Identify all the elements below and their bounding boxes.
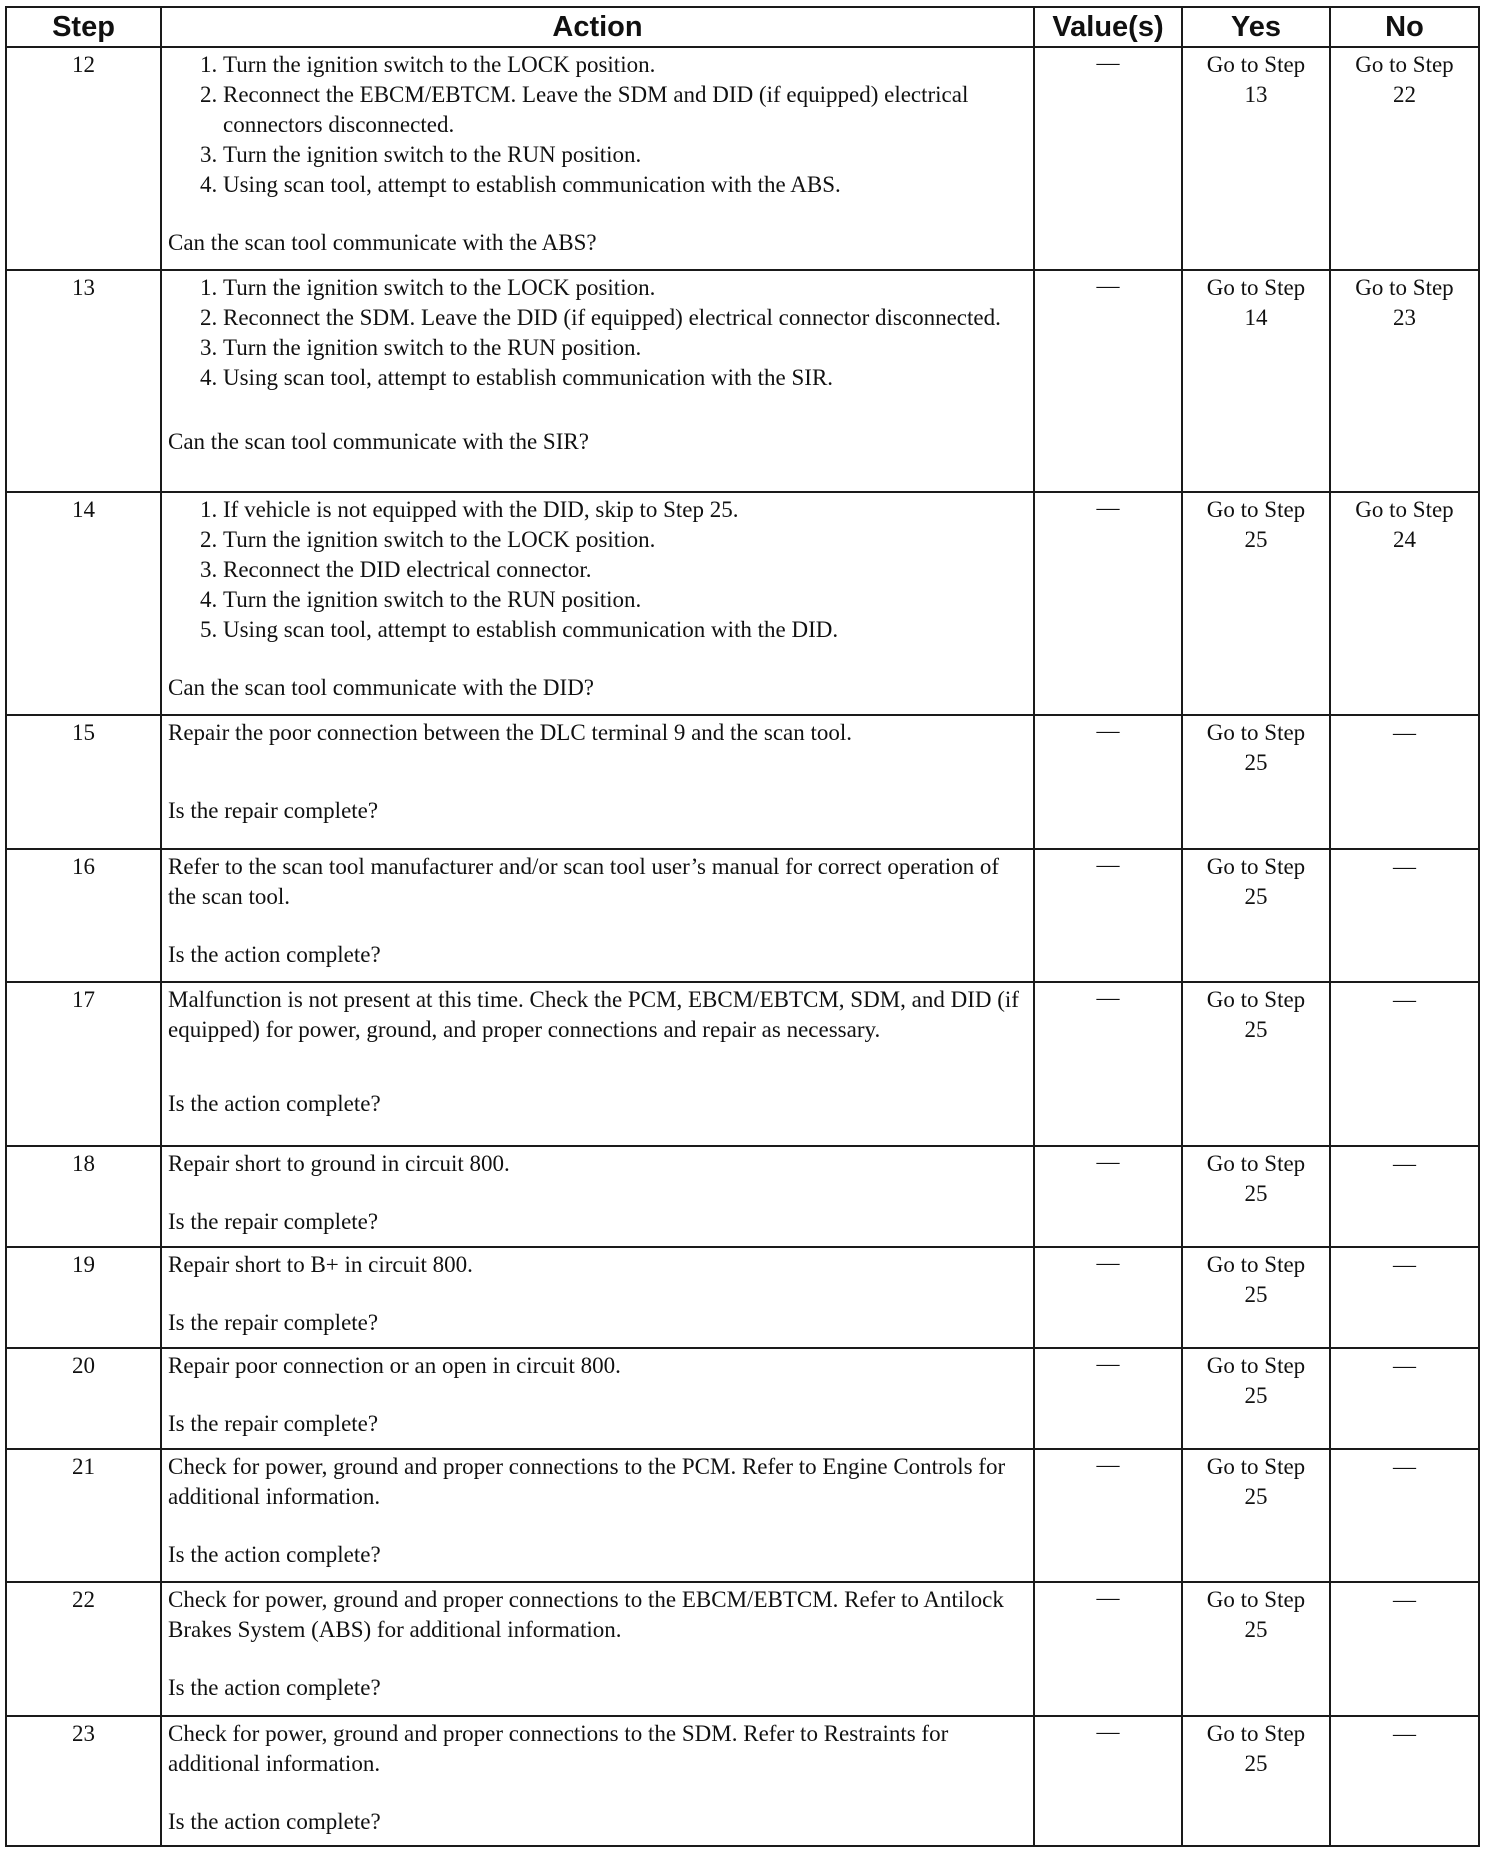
no-goto-text: —: [1393, 720, 1416, 746]
no-goto-text: —: [1393, 1151, 1416, 1177]
spacer: [168, 645, 1027, 673]
no-cell: [1330, 849, 1479, 983]
table-row: [6, 492, 1479, 715]
yes-cell: [1182, 1582, 1330, 1716]
table-row: [6, 1449, 1479, 1583]
yes-goto-text: 25: [1244, 1617, 1268, 1643]
action-cell: [161, 1247, 1034, 1348]
yes-goto-text: Go to Step: [1206, 1720, 1306, 1746]
action-text: Repair short to ground in circuit 800.: [168, 1151, 510, 1177]
yes-goto-text: Go to Step: [1206, 720, 1306, 746]
value-cell: —: [1034, 1582, 1182, 1716]
spacer: [168, 1179, 1027, 1207]
action-cell: [161, 1582, 1034, 1716]
step-number: 19: [6, 1247, 161, 1348]
action-step-item: 3. Turn the ignition switch to the RUN position.: [223, 333, 1027, 363]
spacer: [168, 912, 1027, 940]
action-cell: [161, 492, 1034, 715]
no-goto-text: Go to Step: [1355, 274, 1454, 300]
yes-goto-text: Go to Step: [1206, 987, 1306, 1013]
no-goto-text: —: [1393, 853, 1416, 879]
step-number: 21: [6, 1449, 161, 1583]
value-cell: —: [1034, 47, 1182, 270]
action-step-item: 2. Reconnect the SDM. Leave the DID (if equipped) electrical connector disconnected.: [223, 303, 1027, 333]
no-goto-text: Go to Step: [1355, 52, 1454, 77]
action-question: Is the repair complete?: [168, 1209, 379, 1235]
spacer: [168, 200, 1027, 228]
action-question: Can the scan tool communicate with the ABS?: [168, 230, 597, 255]
no-cell: [1330, 1348, 1479, 1449]
yes-cell: [1182, 715, 1330, 849]
spacer: [168, 1381, 1027, 1409]
spacer: [168, 1512, 1027, 1540]
action-step-item: 1. If vehicle is not equipped with the DID, skip to Step 25.: [223, 495, 1027, 525]
no-goto-text: Go to Step: [1355, 497, 1454, 523]
no-goto-text: —: [1393, 1453, 1416, 1479]
yes-goto-text: Go to Step: [1206, 497, 1306, 523]
action-cell: [161, 1348, 1034, 1449]
header-values: Value(s): [1034, 7, 1182, 47]
no-cell: [1330, 270, 1479, 493]
action-text: Repair the poor connection between the DLC terminal 9 and the scan tool.: [168, 720, 853, 746]
no-cell: [1330, 1582, 1479, 1716]
action-question: Can the scan tool communicate with the DID?: [168, 675, 595, 701]
value-cell: —: [1034, 1146, 1182, 1247]
no-goto-text: 23: [1393, 304, 1416, 330]
yes-goto-text: Go to Step: [1206, 1352, 1306, 1378]
no-goto-text: —: [1393, 1720, 1416, 1746]
value-cell: —: [1034, 270, 1182, 493]
value-cell: —: [1034, 982, 1182, 1146]
yes-goto-text: 14: [1244, 304, 1268, 330]
value-cell: —: [1034, 1348, 1182, 1449]
spacer: [168, 1045, 1027, 1089]
step-number: 20: [6, 1348, 161, 1449]
yes-cell: [1182, 1348, 1330, 1449]
diagnostic-table: [5, 6, 1480, 1847]
yes-goto-text: 25: [1244, 750, 1268, 776]
action-cell: [161, 982, 1034, 1146]
table-row: [6, 1247, 1479, 1348]
action-step-item: 2. Reconnect the EBCM/EBTCM. Leave the SDM and DID (if equipped) electrical connectors disconnected.: [223, 80, 1027, 140]
action-question: Is the repair complete?: [168, 798, 379, 824]
step-number: 15: [6, 715, 161, 849]
header-yes: Yes: [1182, 7, 1330, 47]
action-step-item: 4. Using scan tool, attempt to establish communication with the SIR.: [223, 363, 1027, 393]
spacer: [168, 1645, 1027, 1673]
spacer: [168, 1280, 1027, 1308]
action-text: Check for power, ground and proper connections to the SDM. Refer to Restraints for additional information.: [168, 1720, 949, 1776]
table-row: [6, 715, 1479, 849]
action-step-item: 5. Using scan tool, attempt to establish communication with the DID.: [223, 615, 1027, 645]
header-action: Action: [161, 7, 1034, 47]
yes-goto-text: 25: [1244, 527, 1268, 553]
step-number: 14: [6, 492, 161, 715]
no-goto-text: 24: [1393, 527, 1416, 553]
action-text: Malfunction is not present at this time. Check the PCM, EBCM/EBTCM, SDM, and DID (if equipped) for power, ground, and proper connections and repair as necessary.: [168, 987, 1019, 1043]
header-step: Step: [6, 7, 161, 47]
spacer: [168, 393, 1027, 427]
table-row: [6, 1716, 1479, 1846]
yes-cell: [1182, 492, 1330, 715]
no-goto-text: —: [1393, 1252, 1416, 1278]
yes-goto-text: 25: [1244, 883, 1268, 909]
yes-goto-text: Go to Step: [1206, 1252, 1306, 1278]
yes-goto-text: Go to Step: [1206, 1587, 1306, 1613]
action-question: Can the scan tool communicate with the SIR?: [168, 428, 589, 454]
yes-cell: [1182, 1247, 1330, 1348]
no-cell: [1330, 1146, 1479, 1247]
action-cell: [161, 270, 1034, 493]
yes-cell: [1182, 849, 1330, 983]
yes-goto-text: 25: [1244, 1483, 1268, 1509]
action-cell: [161, 1449, 1034, 1583]
step-number: 23: [6, 1716, 161, 1846]
spacer: [168, 748, 1027, 796]
action-question: Is the repair complete?: [168, 1310, 379, 1336]
value-cell: —: [1034, 849, 1182, 983]
value-cell: —: [1034, 492, 1182, 715]
yes-goto-text: 25: [1244, 1282, 1268, 1308]
yes-cell: [1182, 1449, 1330, 1583]
action-question: Is the action complete?: [168, 1675, 381, 1701]
action-step-item: 2. Turn the ignition switch to the LOCK position.: [223, 525, 1027, 555]
step-number: 17: [6, 982, 161, 1146]
table-row: [6, 982, 1479, 1146]
no-cell: [1330, 715, 1479, 849]
action-step-item: 4. Turn the ignition switch to the RUN position.: [223, 585, 1027, 615]
yes-goto-text: Go to Step: [1206, 1151, 1306, 1177]
action-cell: [161, 1146, 1034, 1247]
yes-cell: [1182, 982, 1330, 1146]
action-question: Is the action complete?: [168, 1808, 381, 1834]
action-text: Repair poor connection or an open in circuit 800.: [168, 1352, 621, 1378]
header-no: No: [1330, 7, 1479, 47]
action-question: Is the action complete?: [168, 941, 381, 967]
no-cell: [1330, 1247, 1479, 1348]
table-row: [6, 1146, 1479, 1247]
action-step-item: 1. Turn the ignition switch to the LOCK position.: [223, 50, 1027, 80]
table-row: [6, 849, 1479, 983]
table-row: [6, 1582, 1479, 1716]
yes-goto-text: 25: [1244, 1017, 1268, 1043]
action-cell: [161, 1716, 1034, 1846]
value-cell: —: [1034, 1716, 1182, 1846]
step-number: 18: [6, 1146, 161, 1247]
yes-goto-text: 25: [1244, 1750, 1268, 1776]
spacer: [168, 1779, 1027, 1807]
no-cell: [1330, 47, 1479, 270]
no-goto-text: —: [1393, 1587, 1416, 1613]
yes-goto-text: 13: [1244, 82, 1268, 107]
yes-goto-text: Go to Step: [1206, 1453, 1306, 1479]
no-cell: [1330, 492, 1479, 715]
yes-cell: [1182, 47, 1330, 270]
action-text: Repair short to B+ in circuit 800.: [168, 1252, 473, 1278]
step-number: 12: [6, 47, 161, 270]
action-steps-list: [168, 50, 1027, 200]
action-cell: [161, 849, 1034, 983]
step-number: 13: [6, 270, 161, 493]
yes-goto-text: 25: [1244, 1382, 1268, 1408]
action-step-item: 3. Reconnect the DID electrical connector.: [223, 555, 1027, 585]
action-question: Is the repair complete?: [168, 1410, 379, 1436]
table-row: [6, 1348, 1479, 1449]
yes-goto-text: 25: [1244, 1181, 1268, 1207]
yes-goto-text: Go to Step: [1206, 853, 1306, 879]
action-question: Is the action complete?: [168, 1091, 381, 1117]
action-steps-list: [168, 273, 1027, 393]
step-number: 22: [6, 1582, 161, 1716]
action-step-item: 3. Turn the ignition switch to the RUN position.: [223, 140, 1027, 170]
no-goto-text: —: [1393, 987, 1416, 1013]
value-cell: —: [1034, 715, 1182, 849]
action-text: Refer to the scan tool manufacturer and/or scan tool user’s manual for correct operation of the scan tool.: [168, 853, 1000, 909]
yes-cell: [1182, 1716, 1330, 1846]
value-cell: —: [1034, 1247, 1182, 1348]
action-step-item: 1. Turn the ignition switch to the LOCK position.: [223, 273, 1027, 303]
action-steps-list: [168, 495, 1027, 645]
no-cell: [1330, 1449, 1479, 1583]
no-cell: [1330, 1716, 1479, 1846]
value-cell: —: [1034, 1449, 1182, 1583]
yes-goto-text: Go to Step: [1206, 52, 1306, 77]
action-step-item: 4. Using scan tool, attempt to establish communication with the ABS.: [223, 170, 1027, 200]
yes-cell: [1182, 270, 1330, 493]
header-row: [6, 7, 1479, 47]
no-goto-text: —: [1393, 1352, 1416, 1378]
no-goto-text: 22: [1393, 82, 1416, 107]
yes-cell: [1182, 1146, 1330, 1247]
action-cell: [161, 47, 1034, 270]
action-question: Is the action complete?: [168, 1541, 381, 1567]
table-row: [6, 270, 1479, 493]
no-cell: [1330, 982, 1479, 1146]
yes-goto-text: Go to Step: [1206, 274, 1306, 300]
action-text: Check for power, ground and proper connections to the EBCM/EBTCM. Refer to Antilock Brakes System (ABS) for additional information.: [168, 1587, 1004, 1643]
step-number: 16: [6, 849, 161, 983]
action-text: Check for power, ground and proper connections to the PCM. Refer to Engine Controls for additional information.: [168, 1453, 1006, 1509]
action-cell: [161, 715, 1034, 849]
table-row: [6, 47, 1479, 270]
